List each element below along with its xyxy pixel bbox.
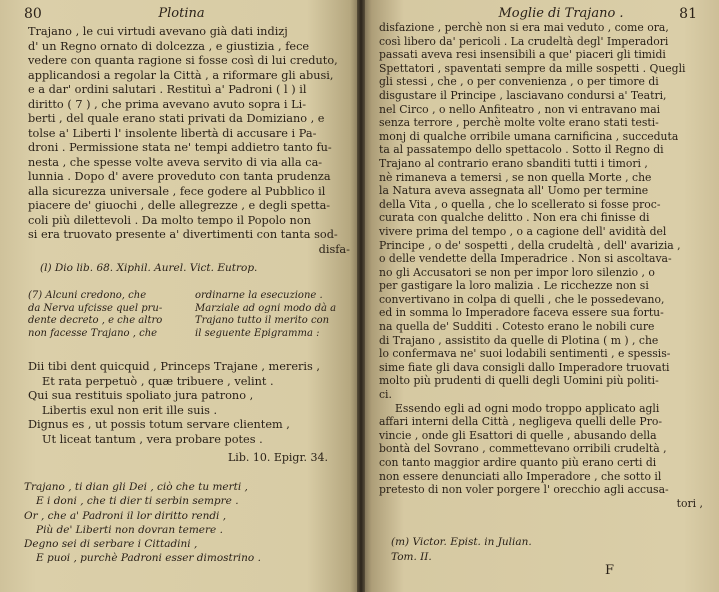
body-line: passati aveva resi insensibili a que' piaceri gli timidi: [379, 48, 666, 62]
verse-line: E i doni , che ti dier ti serbin sempre .: [36, 495, 239, 508]
body-line: si era truovato presente a' divertimenti con tanta sod-: [28, 228, 338, 241]
body-line: senza terrore , perchè molte volte erano stati testi-: [379, 116, 659, 130]
body-line: disfa-: [318, 242, 350, 256]
body-line: lunnia . Dopo d' avere proveduto con tanta prudenza: [28, 170, 331, 183]
verse-line: E puoi , purchè Padroni esser dimostrino .: [36, 552, 261, 565]
body-line: o delle vendette della Imperadrice . Non si ascoltava-: [379, 252, 672, 266]
body-line: curata con qualche delitto . Non era chi finisse di: [379, 211, 650, 225]
body-line: vedere con quanta ragione si fosse così di lui creduto,: [28, 54, 338, 67]
note-line: il seguente Epigramma :: [195, 327, 320, 339]
note-line: Marziale ad ogni modo dà a: [195, 302, 337, 314]
tome-label: Tom. II.: [391, 551, 432, 563]
body-line: Trajano al contrario erano sbanditi tutti i timori ,: [379, 156, 648, 170]
left-body-text: [28, 25, 350, 257]
note-line: (7) Alcuni credono, che: [28, 290, 147, 301]
body-line: Essendo egli ad ogni modo troppo applicato agli: [395, 401, 660, 415]
body-line: vivere prima del tempo , o a cagione dell' avidità del: [379, 224, 667, 238]
body-line: piacere de' giuochi , delle allegrezze , e degli spetta-: [28, 199, 331, 212]
left-header: [20, 6, 343, 24]
note-7-right-column: [195, 290, 355, 340]
body-line: così libero da' pericoli . La crudeltà degl' Imperadori: [379, 34, 669, 48]
body-line: e a dar' ordini salutari . Restituì a' Padroni ( l ) il: [28, 83, 307, 96]
body-line: nel Circo , o nello Anfiteatro , non vi entravano mai: [379, 102, 661, 116]
body-line: molto più prudenti di quelli degli Uomini più politi-: [379, 374, 659, 388]
verse-line: Or , che a' Padroni il lor diritto rendi ,: [24, 509, 227, 522]
body-line: della Vita , o quella , che lo scellerato si fosse proc-: [379, 197, 661, 211]
right-running-title: Moglie di Trajano .: [498, 6, 624, 21]
right-page: [361, 0, 719, 592]
body-line: d' un Regno ornato di dolcezza , e giustizia , fece: [28, 39, 310, 53]
italian-translation: [24, 480, 261, 566]
verse-line: Et rata perpetuò , quæ tribuere , velint .: [42, 374, 274, 388]
right-page-number: 81: [679, 6, 697, 22]
footnote-l: (l) Dio lib. 68. Xiphil. Aurel. Vict. Eutrop.: [40, 262, 258, 274]
verse-line: Qui sua restituis spoliato jura patrono ,: [28, 389, 254, 402]
footnote-m: (m) Victor. Epist. in Julian.: [391, 536, 532, 548]
body-line: la Natura aveva assegnata all' Uomo per termine: [379, 184, 649, 198]
verse-line: Dii tibi dent quicquid , Princeps Trajane , mereris ,: [28, 360, 320, 373]
body-line: tori ,: [676, 496, 703, 510]
note-line: da Nerva ufcisse quel pru-: [28, 302, 163, 314]
body-line: coli più dilettevoli . Da molto tempo il Popolo non: [28, 213, 311, 227]
signature-mark: F: [605, 563, 615, 578]
verse-line: Ut liceat tantum , vera probare potes .: [42, 432, 263, 446]
body-line: alla sicurezza universale , fece godere al Pubblico il: [28, 184, 326, 198]
left-running-title: Plotina: [158, 6, 205, 21]
body-line: di Trajano , assistito da quelle di Plotina ( m ) , che: [379, 333, 659, 347]
body-line: ci.: [379, 388, 392, 402]
body-line: ed in somma lo Imperadore faceva essere sua fortu-: [379, 306, 664, 320]
body-line: pretesto di non voler porgere l' orecchio agli accusa-: [379, 483, 669, 497]
body-line: applicandosi a regolar la Città , a riformare gli abusi,: [28, 68, 334, 82]
left-page-number: 80: [24, 6, 42, 22]
verse-line: Libertis exul non erit ille suis .: [42, 403, 218, 417]
body-line: con tanto maggior ardire quanto più erano certi di: [379, 456, 657, 469]
body-line: Principe , o de' sospetti , della crudeltà , dell' avarizia ,: [379, 238, 681, 252]
latin-epigram: [28, 360, 320, 447]
body-line: na quella de' Sudditi . Cotesto erano le nobili cure: [379, 320, 655, 334]
note-line: non facesse Trajano , che: [28, 327, 158, 339]
verse-line: Dignus es , ut possis totum servare clientem ,: [28, 418, 290, 431]
body-line: berti , del quale erano stati privati da Domiziano , e: [28, 112, 325, 125]
note-line: dente decreto , e che altro: [28, 315, 163, 327]
body-line: gli stessi , che , o per convenienza , o per timore di: [379, 75, 659, 89]
note-line: ordinarne la esecuzione .: [195, 290, 323, 301]
body-line: diritto ( 7 ) , che prima avevano avuto sopra i Li-: [28, 97, 307, 111]
body-line: bontà del Sovrano , commettevano orribili crudeltà ,: [379, 442, 667, 456]
body-line: monj di qualche orribile umana carnificina , succeduta: [379, 129, 679, 143]
note-line: Trajano tutto il merito con: [195, 315, 330, 327]
body-line: no gli Accusatori se non per impor loro silenzio , o: [379, 265, 655, 279]
body-line: nesta , che spesse volte aveva servito di via alla ca-: [28, 155, 323, 169]
epigram-source: Lib. 10. Epigr. 34.: [228, 451, 329, 464]
body-line: Spettatori , spaventati sempre da mille sospetti . Quegli: [379, 61, 686, 75]
body-line: droni . Permissione stata ne' tempi addietro tanto fu-: [28, 141, 332, 154]
verse-line: Degno sei di serbare i Cittadini ,: [24, 538, 198, 551]
body-line: disgustare il Principe , lasciavano condursi a' Teatri,: [379, 88, 667, 102]
body-line: non essere denunciati allo Imperadore , che sotto il: [379, 469, 662, 483]
book-gutter: [357, 0, 365, 592]
right-body-text: [379, 21, 703, 510]
body-line: convertivano in colpa di quelli , che le possedevano,: [379, 292, 665, 306]
note-7-left-column: [28, 290, 188, 340]
body-line: affari interni della Città , negligeva quelli delle Pro-: [379, 415, 663, 429]
body-line: vincie , onde gli Esattori di quelle , abusando della: [379, 428, 657, 442]
verse-line: Trajano , ti dian gli Dei , ciò che tu merti ,: [24, 481, 248, 493]
body-line: ta al passatempo dello spettacolo . Sotto il Regno di: [379, 143, 664, 157]
body-line: tolse a' Liberti l' insolente libertà di accusare i Pa-: [28, 126, 317, 140]
body-line: sime fiate gli dava consigli dallo Imperadore truovati: [379, 360, 670, 374]
body-line: per gastigare la loro malizia . Le ricchezze non si: [379, 279, 649, 293]
body-line: disfazione , perchè non si era mai veduto , come ora,: [379, 21, 669, 34]
body-line: nè rimaneva a temersi , se non quella Morte , che: [379, 170, 652, 184]
body-line: Trajano , le cui virtudi avevano già dati indizj: [28, 25, 288, 38]
verse-line: Più de' Liberti non dovran temere .: [36, 523, 223, 536]
body-line: lo confermava ne' suoi lodabili sentimenti , e spessis-: [379, 347, 671, 361]
